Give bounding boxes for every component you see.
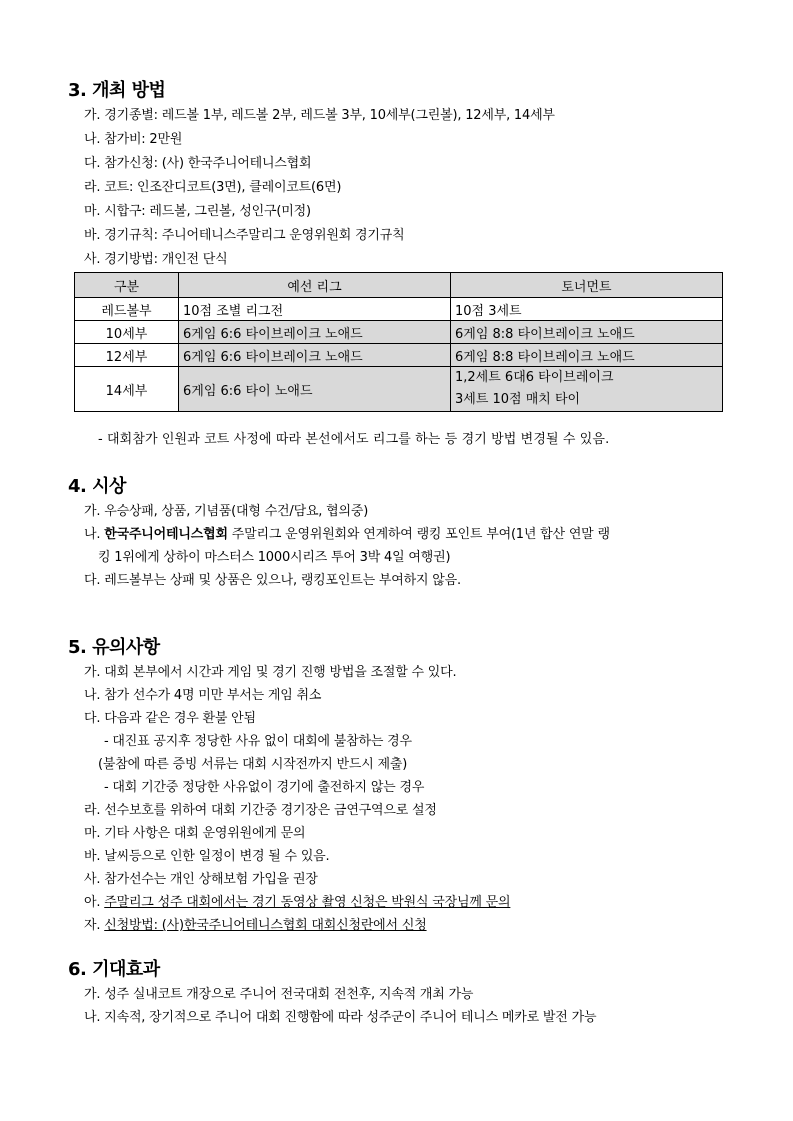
- cell-line: 1,2세트 6대6 타이브레이크: [455, 370, 614, 385]
- sec5-item-2: 나. 참가 선수가 4명 미만 부서는 게임 취소: [84, 688, 322, 703]
- section-4-title: 4. 시상: [68, 476, 126, 497]
- sec4-item-2-prefix: 나.: [84, 527, 105, 542]
- sec5-item-7: 사. 참가선수는 개인 상해보험 가입을 권장: [84, 872, 318, 887]
- sec5-subitem-1: - 대진표 공지후 정당한 사유 없이 대회에 불참하는 경우: [104, 734, 412, 749]
- sec4-item-1: 가. 우승상패, 상품, 기념품(대형 수건/담요, 협의중): [84, 504, 369, 519]
- sec5-subitem-note: (불참에 따른 증빙 서류는 대회 시작전까지 반드시 제출): [98, 757, 408, 772]
- sec5-item-8-prefix: 아.: [84, 895, 105, 910]
- sec3-item-2: 나. 참가비: 2만원: [84, 132, 183, 147]
- application-method-note: 신청방법: (사)한국주니어테니스협회 대회신청란에서 신청: [104, 918, 427, 933]
- sec5-item-4: 라. 선수보호를 위하여 대회 기간중 경기장은 금연구역으로 설정: [84, 803, 437, 818]
- sec4-item-2: [84, 523, 610, 542]
- sec3-item-4: 라. 코트: 인조잔디코트(3면), 클레이코트(6면): [84, 180, 342, 195]
- sec4-item-3: 다. 레드볼부는 상패 및 상품은 있으나, 랭킹포인트는 부여하지 않음.: [84, 573, 461, 588]
- table-row: [75, 321, 723, 344]
- table-row: [75, 367, 723, 412]
- table-cell: 10세부: [75, 321, 179, 344]
- section-6-title: 6. 기대효과: [68, 959, 160, 980]
- sec6-item-1: 가. 성주 실내코트 개장으로 주니어 전국대회 전천후, 지속적 개최 가능: [84, 987, 474, 1002]
- video-request-note: 주말리그 성주 대회에서는 경기 동영상 촬영 신청은 박원식 국장님께 문의: [104, 895, 511, 910]
- sec5-subitem-2: - 대회 기간중 정당한 사유없이 경기에 출전하지 않는 경우: [104, 780, 425, 795]
- sec5-item-3: 다. 다음과 같은 경우 환불 안됨: [84, 711, 256, 726]
- table-cell: 6게임 8:8 타이브레이크 노애드: [451, 344, 723, 367]
- sec3-item-6: 바. 경기규칙: 주니어테니스주말리그 운영위원회 경기규칙: [84, 228, 405, 243]
- header-category: 구분: [75, 273, 179, 298]
- table-cell: 6게임 6:6 타이 노애드: [179, 367, 451, 412]
- section-3-title: 3. 개최 방법: [68, 80, 166, 101]
- sec5-item-8: [84, 891, 510, 910]
- sec5-item-6: 바. 날씨등으로 인한 일정이 변경 될 수 있음.: [84, 849, 330, 864]
- sec5-item-9: [84, 914, 427, 933]
- table-row: [75, 298, 723, 321]
- sec4-item-2-text: 주말리그 운영위원회와 연계하여 랭킹 포인트 부여(1년 합산 연말 랭: [227, 527, 610, 542]
- sec6-item-2: 나. 지속적, 장기적으로 주니어 대회 진행함에 따라 성주군이 주니어 테니스 메카로 발전 가능: [84, 1010, 597, 1025]
- header-league: 예선 리그: [179, 273, 451, 298]
- table-cell: 6게임 6:6 타이브레이크 노애드: [179, 321, 451, 344]
- sec3-item-7: 사. 경기방법: 개인전 단식: [84, 252, 228, 267]
- header-tournament: 토너먼트: [451, 273, 723, 298]
- table-cell-multiline: [451, 367, 723, 412]
- table-cell: 6게임 6:6 타이브레이크 노애드: [179, 344, 451, 367]
- table-header-row: [75, 273, 723, 298]
- match-format-table: [74, 272, 723, 412]
- table-cell: 14세부: [75, 367, 179, 412]
- section-5-title: 5. 유의사항: [68, 637, 160, 658]
- sec3-item-3: 다. 참가신청: (사) 한국주니어테니스협회: [84, 156, 312, 171]
- table-cell: 10점 조별 리그전: [179, 298, 451, 321]
- table-row: [75, 344, 723, 367]
- sec3-item-5: 마. 시합구: 레드볼, 그린볼, 성인구(미정): [84, 204, 311, 219]
- cell-line: 3세트 10점 매치 타이: [455, 392, 581, 407]
- table-cell: 10점 3세트: [451, 298, 723, 321]
- table-cell: 6게임 8:8 타이브레이크 노애드: [451, 321, 723, 344]
- table-cell: 레드볼부: [75, 298, 179, 321]
- table-cell: 12세부: [75, 344, 179, 367]
- sec3-item-1: 가. 경기종별: 레드볼 1부, 레드볼 2부, 레드볼 3부, 10세부(그린볼), 12세부, 14세부: [84, 108, 555, 123]
- sec4-item-2-cont: 킹 1위에게 상하이 마스터스 1000시리즈 투어 3박 4일 여행권): [98, 550, 451, 565]
- sec5-item-1: 가. 대회 본부에서 시간과 게임 및 경기 진행 방법을 조절할 수 있다.: [84, 665, 457, 680]
- sec3-note: - 대회참가 인원과 코트 사정에 따라 본선에서도 리그를 하는 등 경기 방법 변경될 수 있음.: [98, 432, 610, 447]
- sec5-item-5: 마. 기타 사항은 대회 운영위원에게 문의: [84, 826, 306, 841]
- association-name: 한국주니어테니스협회: [104, 527, 228, 542]
- sec5-item-9-prefix: 자.: [84, 918, 105, 933]
